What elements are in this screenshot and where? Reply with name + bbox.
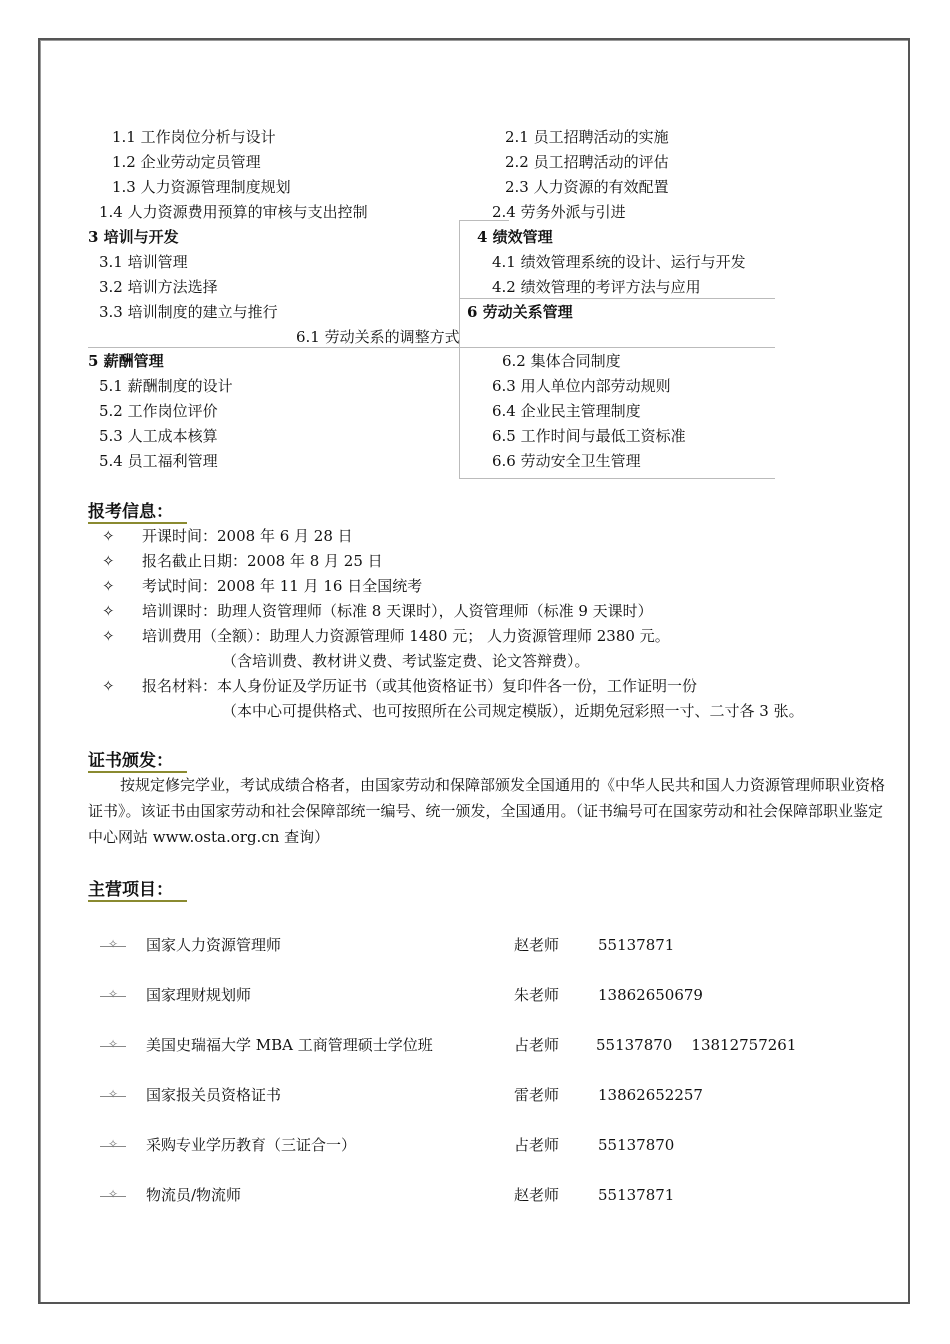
exam-info-item: 培训费用（全额）：助理人力资源管理师 1480 元； 人力资源管理师 2380 元。 (142, 627, 670, 645)
module-item: 3.2 培训方法选择 (99, 278, 218, 296)
table-rule (459, 298, 775, 299)
certificate-paragraph: 按规定修完学业，考试成绩合格者，由国家劳动和保障部颁发全国通用的《中华人民共和国人力资源管理师职业资格证书》。该证书由国家劳动和社会保障部统一编号、统一颁发，全国通用。（证书编号可在国家劳动和社会保障部职业鉴定中心网站 www.osta.org.cn 查询） (88, 776, 886, 846)
module-section-title: 5 薪酬管理 (88, 352, 164, 370)
project-name: 采购专业学历教育（三证合一） (146, 1136, 357, 1154)
exam-info-item: 报名截止日期：2008 年 8 月 25 日 (142, 552, 383, 570)
module-item: 3.1 培训管理 (99, 253, 188, 271)
exam-info-subline: （含培训费、教材讲义费、考试鉴定费、论文答辩费）。 (222, 652, 590, 670)
module-section-title: 3 培训与开发 (88, 228, 179, 246)
project-phone: 13862652257 (598, 1086, 703, 1104)
diamond-bullet-icon: ✧ (102, 602, 115, 620)
module-item: 2.3 人力资源的有效配置 (505, 178, 669, 196)
module-item: 6.5 工作时间与最低工资标准 (492, 427, 686, 445)
certificate-heading: 证书颁发： (88, 751, 187, 773)
exam-info-item: 报名材料：本人身份证及学历证书（或其他资格证书）复印件各一份，工作证明一份 (142, 677, 698, 695)
module-item: 5.2 工作岗位评价 (99, 402, 218, 420)
diamond-bullet-icon: ✧ (102, 552, 115, 570)
project-teacher: 赵老师 (514, 936, 560, 954)
module-item: 3.3 培训制度的建立与推行 (99, 303, 278, 321)
project-bullet-icon: ✧ (108, 1187, 119, 1201)
exam-info-item: 开课时间：2008 年 6 月 28 日 (142, 527, 353, 545)
diamond-bullet-icon: ✧ (102, 677, 115, 695)
module-item: 2.2 员工招聘活动的评估 (505, 153, 669, 171)
module-item: 6.3 用人单位内部劳动规则 (492, 377, 671, 395)
module-item: 5.3 人工成本核算 (99, 427, 218, 445)
project-teacher: 朱老师 (514, 986, 560, 1004)
module-item: 1.2 企业劳动定员管理 (112, 153, 261, 171)
project-bullet-icon: ✧ (108, 1137, 119, 1151)
module-item: 5.1 薪酬制度的设计 (99, 377, 233, 395)
diamond-bullet-icon: ✧ (102, 627, 115, 645)
project-phone: 55137870 13812757261 (596, 1036, 797, 1054)
project-phone: 55137871 (598, 1186, 675, 1204)
project-bullet-icon: ✧ (108, 987, 119, 1001)
module-item: 6.1 劳动关系的调整方式 (296, 328, 460, 346)
table-rule (459, 478, 775, 479)
module-item: 2.4 劳务外派与引进 (492, 203, 626, 221)
project-teacher: 占老师 (514, 1036, 560, 1054)
project-teacher: 占老师 (514, 1136, 560, 1154)
project-name: 国家理财规划师 (146, 986, 252, 1004)
project-name: 国家人力资源管理师 (146, 936, 282, 954)
project-bullet-icon: ✧ (108, 1037, 119, 1051)
module-section-title: 4 绩效管理 (477, 228, 553, 246)
exam-info-subline: （本中心可提供格式、也可按照所在公司规定模版），近期免冠彩照一寸、二寸各 3 张。 (222, 702, 804, 720)
project-name: 物流员/物流师 (146, 1186, 242, 1204)
exam-info-heading: 报考信息： (88, 502, 187, 524)
project-bullet-icon: ✧ (108, 1087, 119, 1101)
module-item: 2.1 员工招聘活动的实施 (505, 128, 669, 146)
projects-heading: 主营项目： (88, 880, 187, 902)
project-phone: 55137870 (598, 1136, 675, 1154)
module-item: 1.1 工作岗位分析与设计 (112, 128, 276, 146)
table-rule (88, 347, 775, 348)
module-item: 1.4 人力资源费用预算的审核与支出控制 (99, 203, 368, 221)
module-item: 6.4 企业民主管理制度 (492, 402, 641, 420)
project-name: 国家报关员资格证书 (146, 1086, 282, 1104)
exam-info-item: 考试时间：2008 年 11 月 16 日全国统考 (142, 577, 423, 595)
diamond-bullet-icon: ✧ (102, 527, 115, 545)
module-item: 6.6 劳动安全卫生管理 (492, 452, 641, 470)
table-divider-vertical (459, 220, 460, 478)
project-teacher: 雷老师 (514, 1086, 560, 1104)
exam-info-item: 培训课时：助理人资管理师（标准 8 天课时），人资管理师（标准 9 天课时） (142, 602, 653, 620)
module-item: 4.2 绩效管理的考评方法与应用 (492, 278, 701, 296)
module-item: 5.4 员工福利管理 (99, 452, 218, 470)
module-item: 1.3 人力资源管理制度规划 (112, 178, 291, 196)
diamond-bullet-icon: ✧ (102, 577, 115, 595)
project-name: 美国史瑞福大学 MBA 工商管理硕士学位班 (146, 1036, 433, 1054)
project-bullet-icon: ✧ (108, 937, 119, 951)
module-item: 6.2 集体合同制度 (502, 352, 621, 370)
project-teacher: 赵老师 (514, 1186, 560, 1204)
project-phone: 13862650679 (598, 986, 703, 1004)
project-phone: 55137871 (598, 936, 675, 954)
module-item: 4.1 绩效管理系统的设计、运行与开发 (492, 253, 746, 271)
module-section-title: 6 劳动关系管理 (467, 303, 573, 321)
